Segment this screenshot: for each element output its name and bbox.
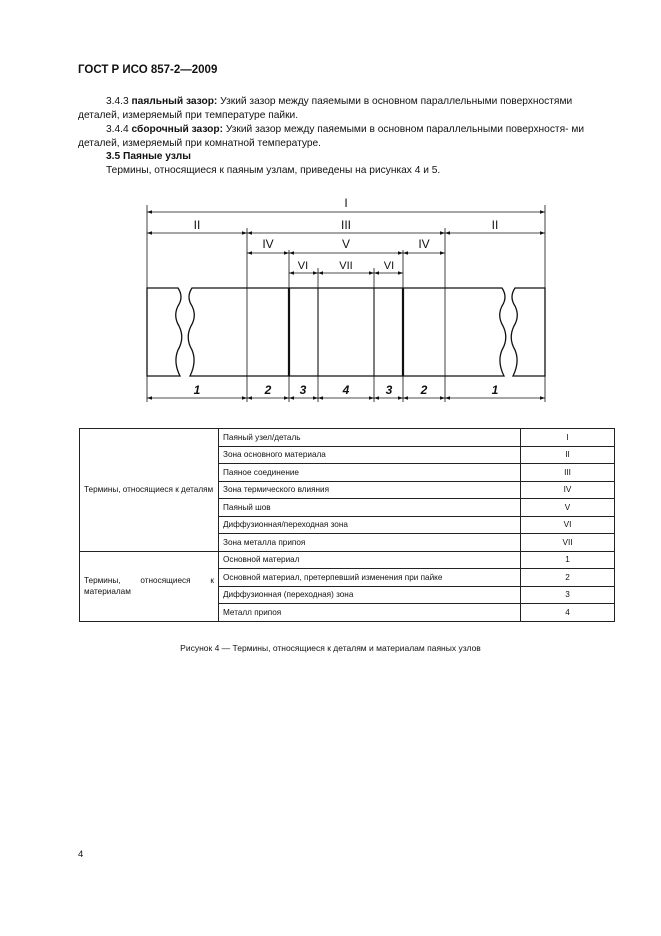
label-II-right: II [491, 218, 499, 232]
section-intro: Термины, относящиеся к паяным узлам, приведены на рисунках 4 и 5. [106, 165, 441, 176]
section-title: Паяные узлы [123, 151, 191, 162]
code-cell: III [521, 464, 615, 482]
code-cell: VII [521, 534, 615, 552]
group-label-materials: Термины, относящиеся к материалам [80, 551, 219, 621]
right-end-stub [511, 288, 545, 376]
label-1-left: 1 [193, 383, 201, 397]
term-cell: Зона металла припоя [219, 534, 521, 552]
left-end-stub [147, 288, 182, 376]
left-base-part [188, 288, 289, 376]
label-VI-left: VI [297, 260, 309, 272]
code-cell: IV [521, 481, 615, 499]
label-V: V [341, 237, 351, 251]
document-header: ГОСТ Р ИСО 857-2—2009 [78, 64, 218, 76]
label-1-right: 1 [491, 383, 499, 397]
clause-number: 3.4.4 [106, 124, 129, 135]
label-4: 4 [342, 383, 350, 397]
label-2-right: 2 [420, 383, 428, 397]
label-IV-right: IV [418, 237, 430, 251]
clause-text: Узкий зазор между паяемыми в основном параллельными поверхностями деталей, измеряемый при температуре пайки. [78, 96, 573, 121]
clause-term: паяльный зазор: [131, 96, 218, 107]
code-cell: II [521, 446, 615, 464]
page-number: 4 [78, 849, 84, 860]
term-cell: Паяный узел/деталь [219, 429, 521, 447]
brazed-joint-diagram [0, 0, 661, 420]
right-base-part [403, 288, 506, 376]
table-row [80, 551, 615, 569]
term-cell: Паяный шов [219, 499, 521, 517]
code-cell: V [521, 499, 615, 517]
label-3-right: 3 [385, 383, 393, 397]
label-I: I [344, 196, 348, 210]
term-cell: Основной материал, претерпевший изменения при пайке [219, 569, 521, 587]
term-cell: Зона основного материала [219, 446, 521, 464]
label-2-left: 2 [264, 383, 272, 397]
table-row [80, 429, 615, 447]
term-cell: Металл припоя [219, 604, 521, 622]
clause-term: сборочный зазор: [131, 124, 223, 135]
code-cell: 2 [521, 569, 615, 587]
term-cell: Зона термического влияния [219, 481, 521, 499]
clause-text: Узкий зазор между паяемыми в основном параллельными поверхностя- ми деталей, измеряемый при комнатной температуре. [78, 124, 585, 149]
code-cell: VI [521, 516, 615, 534]
group-label-details: Термины, относящиеся к деталям [80, 429, 219, 552]
section-number: 3.5 [106, 151, 121, 162]
code-cell: I [521, 429, 615, 447]
clause-number: 3.4.3 [106, 96, 129, 107]
figure-caption: Рисунок 4 — Термины, относящиеся к деталям и материалам паяных узлов [180, 643, 481, 653]
label-IV-left: IV [262, 237, 274, 251]
label-III: III [340, 218, 352, 232]
term-cell: Основной материал [219, 551, 521, 569]
code-cell: 4 [521, 604, 615, 622]
label-II-left: II [193, 218, 201, 232]
term-cell: Паяное соединение [219, 464, 521, 482]
code-cell: 1 [521, 551, 615, 569]
terms-table [79, 428, 615, 622]
code-cell: 3 [521, 586, 615, 604]
label-VI-right: VI [383, 260, 395, 272]
term-cell: Диффузионная/переходная зона [219, 516, 521, 534]
label-VII: VII [339, 260, 353, 272]
term-cell: Диффузионная (переходная) зона [219, 586, 521, 604]
label-3-left: 3 [299, 383, 307, 397]
